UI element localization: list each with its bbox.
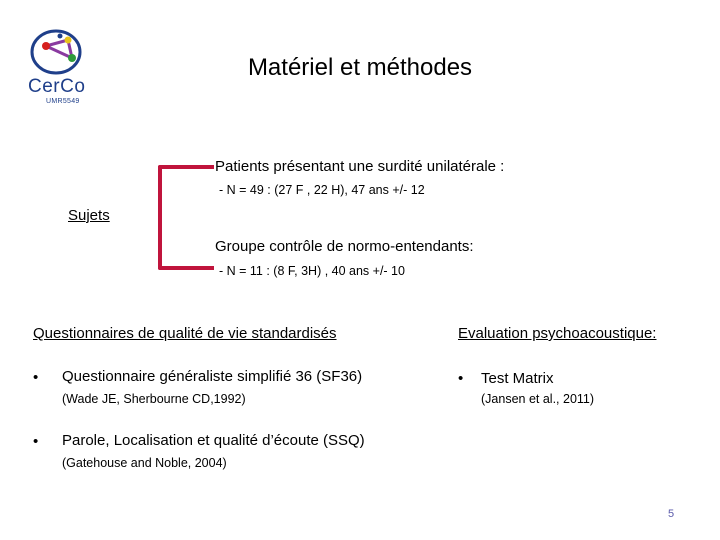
- questionnaire-sf36-label: Questionnaire généraliste simplifié 36 (SF36): [62, 368, 363, 385]
- slide-title-text: Matériel et méthodes: [247, 54, 473, 81]
- questionnaire-ssq-label: Parole, Localisation et qualité d’écoute (SSQ): [62, 432, 365, 449]
- test-matrix-ref: (Jansen et al., 2011): [481, 392, 595, 406]
- psychoacoustic-heading: Evaluation psychoacoustique:: [458, 325, 657, 342]
- test-matrix-label: Test Matrix: [481, 370, 554, 387]
- controls-detail: - N = 11 : (8 F, 3H) , 40 ans +/- 10: [219, 264, 405, 278]
- logo-name: CerCo: [28, 76, 86, 97]
- subjects-label-text: Sujets: [68, 207, 110, 224]
- bullet-sf36: •: [33, 369, 39, 386]
- patients-detail: - N = 49 : (27 F , 22 H), 47 ans +/- 12: [219, 183, 425, 197]
- controls-heading: Groupe contrôle de normo-entendants:: [215, 238, 474, 255]
- page-number: 5: [668, 508, 675, 520]
- bullet-matrix: •: [458, 370, 464, 387]
- subjects-label: [68, 207, 110, 224]
- questionnaire-ssq-ref: (Gatehouse and Noble, 2004): [62, 456, 227, 470]
- slide-title: [0, 54, 720, 82]
- logo-subtitle: UMR5549: [46, 98, 80, 105]
- bullet-ssq: •: [33, 433, 39, 450]
- questionnaires-heading: Questionnaires de qualité de vie standardisés: [33, 325, 337, 342]
- patients-heading: Patients présentant une surdité unilatérale :: [215, 158, 505, 175]
- subjects-bracket: [158, 165, 214, 270]
- questionnaire-sf36-ref: (Wade JE, Sherbourne CD,1992): [62, 392, 246, 406]
